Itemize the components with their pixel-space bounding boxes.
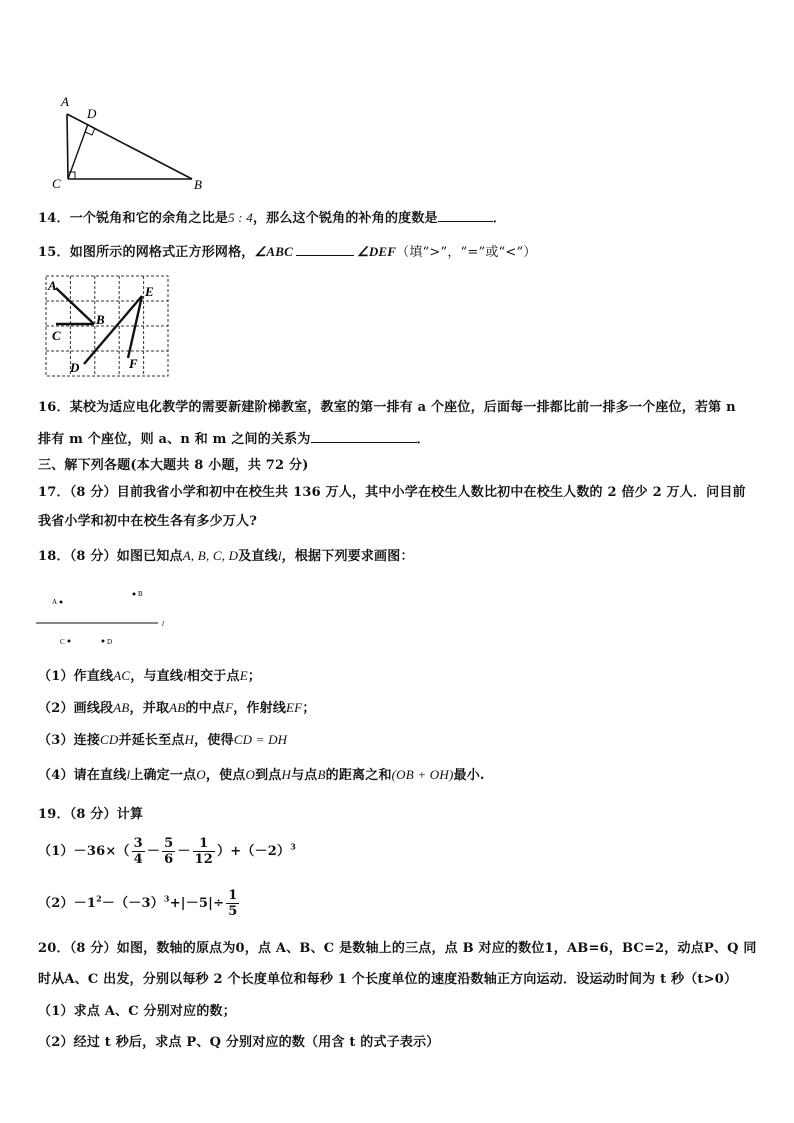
label-a: A — [48, 278, 57, 293]
segment-ac — [67, 114, 68, 179]
label-d: D — [70, 360, 80, 375]
answer-blank-15[interactable] — [296, 243, 354, 256]
label-a: A — [52, 598, 58, 606]
point-d — [102, 640, 105, 643]
question-20-line2: 时从A、C 出发，分别以每秒 2 个长度单位和每秒 1 个长度单位的速度沿数轴正方向运动．设运动时间为 t 秒（t>0） — [38, 972, 738, 987]
question-20-part2: （2）经过 t 秒后，求点 P、Q 分别对应的数（用含 t 的式子表示） — [38, 1035, 440, 1050]
question-19-expr2: $(2)-1^2-(-3)^3+|-5|\div$ $\frac{1}{5}$ — [38, 888, 238, 919]
question-17-line1: 17．（8 分）目前我省小学和初中在校生共 136 万人，其中小学在校生人数比初中在校生人数的 2 倍少 2 万人．问目前 — [38, 485, 746, 500]
question-18-heading: 18．（8 分）如图已知点A, B, C, D及直线l，根据下列要求画图： — [38, 548, 414, 564]
question-15: 15．如图所示的网格式正方形网格，∠ABC ∠DEF（填“>”，“=”或“<”） — [38, 244, 537, 260]
point-b — [133, 593, 136, 596]
section-3-heading: 三、解下列各题(本大题共 8 小题，共 72 分) — [38, 458, 309, 473]
label-a: A — [61, 94, 69, 109]
label-d: D — [87, 106, 97, 121]
question-18-part4: （4）请在直线l上确定一点O，使点O到点H与点B的距离之和(OB + OH)最小. — [38, 767, 485, 783]
question-16-line2: 排有 m 个座位，则 a、n 和 m 之间的关系为 ． — [38, 432, 430, 447]
question-14: 14．一个锐角和它的余角之比是5 : 4，那么这个锐角的补角的度数是 ． — [38, 210, 506, 226]
label-c: C — [52, 328, 61, 343]
label-d: D — [107, 638, 113, 646]
label-b: B — [194, 177, 202, 192]
question-18-part2: （2）画线段AB，并取AB的中点F，作射线EF； — [38, 700, 316, 716]
label-b: B — [96, 312, 105, 327]
question-20-part1: （1）求点 A、C 分别对应的数； — [38, 1004, 236, 1019]
triangle-figure — [40, 92, 220, 192]
fraction-1-12: $\frac{1}{12}$ — [194, 836, 214, 867]
grid-figure — [42, 272, 172, 380]
point-c — [68, 640, 71, 643]
fraction-5-6: $\frac{5}{6}$ — [164, 836, 174, 867]
label-c: C — [60, 638, 65, 646]
question-20-line1: 20．（8 分）如图，数轴的原点为0，点 A、B、C 是数轴上的三点，点 B 对应的数位1，AB=6，BC=2，动点P、Q 同 — [38, 941, 757, 956]
label-b: B — [138, 590, 143, 598]
segment-ab — [67, 114, 192, 179]
label-c: C — [52, 176, 61, 191]
points-line-figure — [36, 586, 176, 648]
segment-ab — [56, 288, 94, 324]
question-19-expr1: （1）－36×（ $\frac{3}{4}$ － $\frac{5}{6}$ － $\frac{1}{12}$ ）$+(-2)^3$ — [38, 836, 296, 867]
question-18-part3: （3）连接CD并延长至点H，使得CD = DH — [38, 732, 288, 748]
point-a — [60, 601, 63, 604]
answer-blank-16[interactable] — [311, 430, 417, 443]
label-e: E — [145, 284, 154, 299]
question-19-heading: 19．（8 分）计算 — [38, 807, 144, 822]
label-f: F — [129, 356, 138, 371]
question-16-line1: 16．某校为适应电化教学的需要新建阶梯教室，教室的第一排有 a 个座位，后面每一排都比前一排多一个座位，若第 n — [38, 400, 736, 415]
question-17-line2: 我省小学和初中在校生各有多少万人? — [38, 514, 258, 529]
label-l: l — [162, 620, 164, 628]
fraction-1-5: $\frac{1}{5}$ — [228, 888, 238, 919]
fraction-3-4: $\frac{3}{4}$ — [133, 836, 143, 867]
question-18-part1: （1）作直线AC，与直线l相交于点E； — [38, 668, 262, 684]
answer-blank-14[interactable] — [438, 209, 493, 222]
